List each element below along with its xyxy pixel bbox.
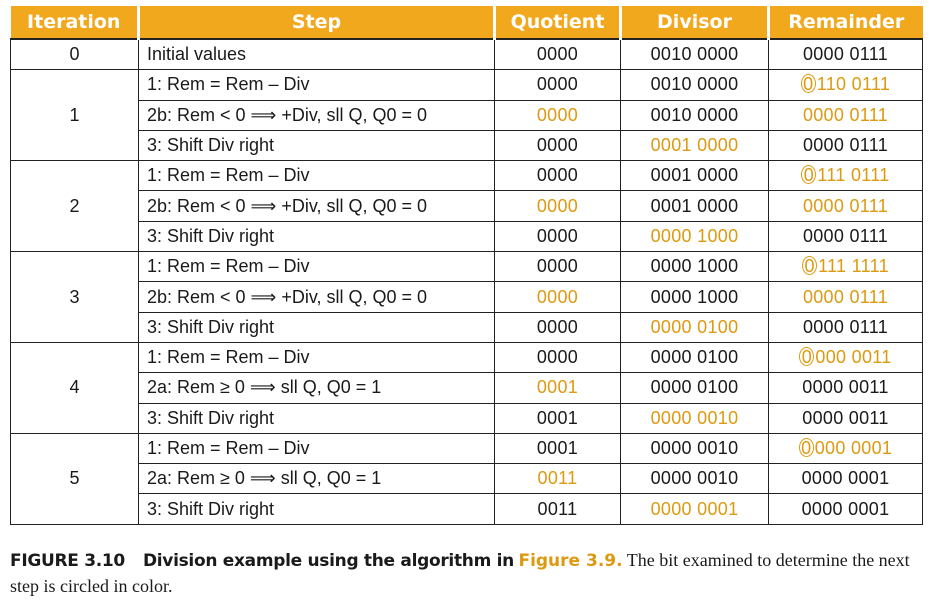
- header-remainder: Remainder: [769, 6, 923, 39]
- table-row: [11, 373, 923, 403]
- remainder-cell: 0000 0001: [769, 464, 923, 494]
- quotient-cell: 0000: [495, 312, 621, 342]
- divisor-cell: 0000 0010: [621, 403, 769, 433]
- step-cell: 3: Shift Div right: [139, 221, 495, 251]
- circled-bit: 0: [799, 438, 814, 457]
- remainder-cell: 0000 0011: [769, 373, 923, 403]
- remainder-rest-bits: 111 1111: [818, 256, 889, 277]
- remainder-cell: [769, 70, 923, 100]
- caption-text: The bit examined to determine the next step is circled in color.: [10, 550, 910, 596]
- step-cell: 2a: Rem ≥ 0 ⟹ sll Q, Q0 = 1: [139, 464, 495, 494]
- remainder-cell: [769, 161, 923, 191]
- header-divisor: Divisor: [621, 6, 769, 39]
- step-cell: 3: Shift Div right: [139, 312, 495, 342]
- divisor-cell: 0000 0010: [621, 464, 769, 494]
- table-row: [11, 433, 923, 463]
- quotient-cell: 0000: [495, 342, 621, 372]
- step-cell: 1: Rem = Rem – Div: [139, 433, 495, 463]
- divisor-cell: 0001 0000: [621, 130, 769, 160]
- divisor-cell: 0001 0000: [621, 161, 769, 191]
- quotient-cell: 0001: [495, 373, 621, 403]
- remainder-cell: [769, 433, 923, 463]
- remainder-cell: [769, 252, 923, 282]
- quotient-cell: 0000: [495, 130, 621, 160]
- table-row: [11, 100, 923, 130]
- circled-bit: 0: [801, 165, 816, 184]
- circled-bit: 0: [799, 347, 814, 366]
- quotient-cell: 0001: [495, 403, 621, 433]
- divisor-cell: 0000 1000: [621, 282, 769, 312]
- divisor-cell: 0000 0100: [621, 312, 769, 342]
- table-row: [11, 39, 923, 70]
- remainder-cell: 0000 0001: [769, 494, 923, 524]
- remainder-cell: 0000 0111: [769, 130, 923, 160]
- quotient-cell: 0000: [495, 100, 621, 130]
- remainder-cell: 0000 0111: [769, 312, 923, 342]
- step-cell: Initial values: [139, 39, 495, 70]
- table-row: [11, 342, 923, 372]
- remainder-cell: 0000 0111: [769, 191, 923, 221]
- divisor-cell: 0000 0001: [621, 494, 769, 524]
- remainder-rest-bits: 000 0011: [815, 347, 892, 368]
- iteration-cell: 4: [11, 342, 139, 433]
- iteration-cell: 1: [11, 70, 139, 161]
- remainder-cell: 0000 0111: [769, 100, 923, 130]
- step-cell: 1: Rem = Rem – Div: [139, 252, 495, 282]
- iteration-cell: 0: [11, 39, 139, 70]
- step-cell: 2b: Rem < 0 ⟹ +Div, sll Q, Q0 = 0: [139, 282, 495, 312]
- quotient-cell: 0000: [495, 70, 621, 100]
- remainder-cell: 0000 0111: [769, 39, 923, 70]
- divisor-cell: 0000 0100: [621, 373, 769, 403]
- divisor-cell: 0000 1000: [621, 221, 769, 251]
- step-cell: 1: Rem = Rem – Div: [139, 342, 495, 372]
- divisor-cell: 0000 1000: [621, 252, 769, 282]
- table-row: [11, 403, 923, 433]
- divisor-cell: 0001 0000: [621, 191, 769, 221]
- remainder-cell: [769, 342, 923, 372]
- step-cell: 2b: Rem < 0 ⟹ +Div, sll Q, Q0 = 0: [139, 191, 495, 221]
- division-example-table: [10, 6, 923, 525]
- quotient-cell: 0000: [495, 39, 621, 70]
- step-cell: 1: Rem = Rem – Div: [139, 70, 495, 100]
- caption-title: Division example using the algorithm in: [142, 551, 514, 571]
- division-table-container: [10, 6, 922, 525]
- table-body: [11, 39, 923, 524]
- table-row: [11, 130, 923, 160]
- quotient-cell: 0000: [495, 252, 621, 282]
- circled-bit: 0: [801, 74, 816, 93]
- quotient-cell: 0000: [495, 282, 621, 312]
- header-quotient: Quotient: [495, 6, 621, 39]
- remainder-cell: 0000 0111: [769, 221, 923, 251]
- table-row: [11, 282, 923, 312]
- figure-caption: [10, 548, 922, 599]
- table-row: [11, 161, 923, 191]
- remainder-cell: 0000 0111: [769, 282, 923, 312]
- divisor-cell: 0010 0000: [621, 100, 769, 130]
- divisor-cell: 0010 0000: [621, 39, 769, 70]
- step-cell: 2b: Rem < 0 ⟹ +Div, sll Q, Q0 = 0: [139, 100, 495, 130]
- iteration-cell: 3: [11, 252, 139, 343]
- quotient-cell: 0000: [495, 221, 621, 251]
- divisor-cell: 0000 0010: [621, 433, 769, 463]
- table-header-row: [11, 6, 923, 39]
- quotient-cell: 0001: [495, 433, 621, 463]
- table-row: [11, 494, 923, 524]
- divisor-cell: 0010 0000: [621, 70, 769, 100]
- step-cell: 3: Shift Div right: [139, 130, 495, 160]
- iteration-cell: 2: [11, 161, 139, 252]
- iteration-cell: 5: [11, 433, 139, 524]
- remainder-cell: 0000 0011: [769, 403, 923, 433]
- step-cell: 1: Rem = Rem – Div: [139, 161, 495, 191]
- table-row: [11, 252, 923, 282]
- table-row: [11, 191, 923, 221]
- quotient-cell: 0000: [495, 191, 621, 221]
- caption-figure-link[interactable]: Figure 3.9.: [518, 551, 623, 571]
- table-row: [11, 464, 923, 494]
- quotient-cell: 0011: [495, 464, 621, 494]
- header-iteration: Iteration: [11, 6, 139, 39]
- step-cell: 2a: Rem ≥ 0 ⟹ sll Q, Q0 = 1: [139, 373, 495, 403]
- table-row: [11, 70, 923, 100]
- table-row: [11, 312, 923, 342]
- header-step: Step: [139, 6, 495, 39]
- remainder-rest-bits: 111 0111: [817, 165, 890, 186]
- circled-bit: 0: [802, 256, 817, 275]
- remainder-rest-bits: 110 0111: [816, 74, 891, 95]
- table-row: [11, 221, 923, 251]
- step-cell: 3: Shift Div right: [139, 494, 495, 524]
- quotient-cell: 0011: [495, 494, 621, 524]
- step-cell: 3: Shift Div right: [139, 403, 495, 433]
- caption-label: FIGURE 3.10: [10, 551, 125, 571]
- quotient-cell: 0000: [495, 161, 621, 191]
- remainder-rest-bits: 000 0001: [814, 438, 893, 458]
- divisor-cell: 0000 0100: [621, 342, 769, 372]
